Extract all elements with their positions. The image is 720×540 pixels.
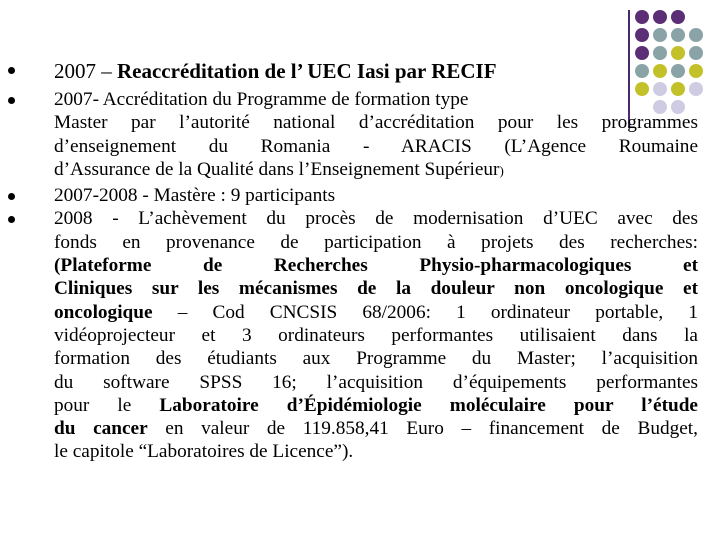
item-text-tail: ) [499,162,504,178]
decorative-dot [653,10,667,24]
item-text: Mastère : 9 participants [153,185,336,207]
item-year: 2007- [54,89,103,110]
slide-content [8,56,698,464]
decorative-dot [671,28,685,42]
decorative-dot [689,28,703,42]
item-text: Accréditation du Programme de formation type [102,89,469,110]
list-item [8,207,698,463]
bullet-icon [8,97,15,104]
list-item [8,184,698,207]
item-text: Master par l’autorité national d’accréditation pour les programmes [54,112,698,134]
item-text: fonds en provenance de participation à projets des recherches: [54,231,698,253]
item-text-bold: oncologique [54,301,153,323]
item-text-bold: Cliniques sur les mécanismes de la douleur non oncologique et [54,278,698,300]
item-text: du software SPSS 16; l’acquisition d’équipements performantes [54,371,698,393]
item-text-bold: du cancer [54,418,148,440]
item-text: – Cod CNCSIS 68/2006: 1 ordinateur portable, 1 [152,301,698,323]
item-text-bold: Laboratoire d’Épidémiologie moléculaire pour l’étude [159,394,698,416]
item-text: pour le [54,394,160,416]
list-item [8,88,698,182]
decorative-dot [635,28,649,42]
item-text: le capitole “Laboratoires de Licence”). [54,441,354,463]
bullet-icon [8,216,15,223]
item-year: 2008 - [54,208,139,230]
decorative-dot [671,10,685,24]
item-text: vidéoprojecteur et 3 ordinateurs performantes utilisaient dans la [54,324,698,346]
bullet-icon [8,67,15,74]
item-year: 2007 – [54,59,117,83]
item-text: L’achèvement du procès de modernisation d’UEC avec des [138,208,698,230]
item-year: 2007-2008 - [54,185,154,207]
item-text: d’Assurance de la Qualité dans l’Enseignement Supérieur [54,158,500,180]
item-text: formation des étudiants aux Programme du Master; l’acquisition [54,348,698,370]
list-item [8,56,698,86]
item-text: d’enseignement du Romania - ARACIS (L’Agence Roumaine [54,135,698,157]
bullet-icon [8,193,15,200]
decorative-dot [635,10,649,24]
decorative-dot [653,28,667,42]
item-title: Reaccréditation de l’ UEC Iasi par RECIF [117,59,497,83]
item-text-bold: (Plateforme de Recherches Physio-pharmacologiques et [54,255,698,277]
item-text: en valeur de 119.858,41 Euro – financement de Budget, [147,418,698,440]
